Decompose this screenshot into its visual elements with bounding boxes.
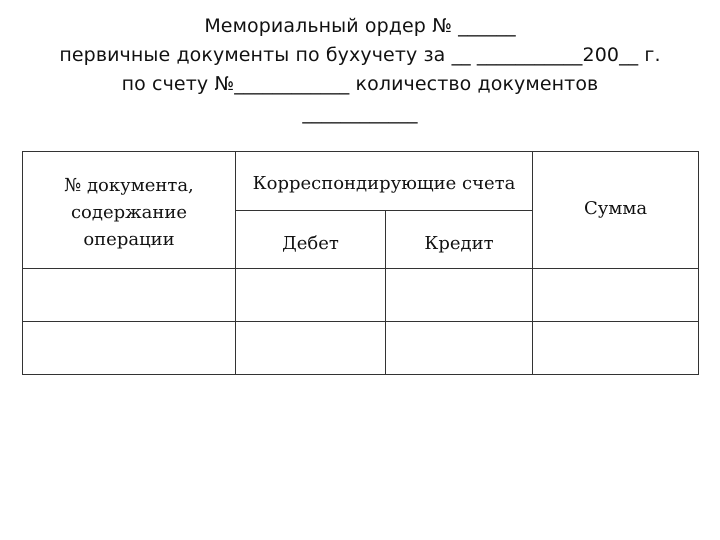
header-doc-content bbox=[23, 152, 236, 269]
table-cell[interactable] bbox=[236, 269, 386, 322]
header-sum: Сумма bbox=[533, 152, 699, 269]
table-header-row bbox=[23, 152, 699, 211]
header-debit: Дебет bbox=[236, 211, 386, 269]
table-cell[interactable] bbox=[533, 269, 699, 322]
header-doc-line2: содержание bbox=[70, 202, 188, 223]
order-title: Мемориальный ордер № ______ bbox=[204, 15, 516, 37]
header-doc-line1: № документа, bbox=[64, 175, 194, 196]
order-period-line: первичные документы по бухучету за __ ___________200__ г. bbox=[59, 44, 661, 66]
order-account-line: по счету №____________ количество документов bbox=[121, 73, 599, 95]
header-corresponding-accounts: Корреспондирующие счета bbox=[236, 152, 533, 211]
table-cell[interactable] bbox=[386, 322, 533, 375]
table-row bbox=[23, 322, 699, 375]
table-cell[interactable] bbox=[386, 269, 533, 322]
order-doc-count-blank: ____________ bbox=[302, 102, 418, 124]
table-cell[interactable] bbox=[533, 322, 699, 375]
order-header bbox=[0, 12, 720, 128]
header-credit: Кредит bbox=[386, 211, 533, 269]
table-cell[interactable] bbox=[236, 322, 386, 375]
memorial-order-table bbox=[22, 151, 699, 375]
header-doc-line3: операции bbox=[83, 229, 175, 250]
table-row bbox=[23, 269, 699, 322]
table-cell[interactable] bbox=[23, 322, 236, 375]
table-cell[interactable] bbox=[23, 269, 236, 322]
